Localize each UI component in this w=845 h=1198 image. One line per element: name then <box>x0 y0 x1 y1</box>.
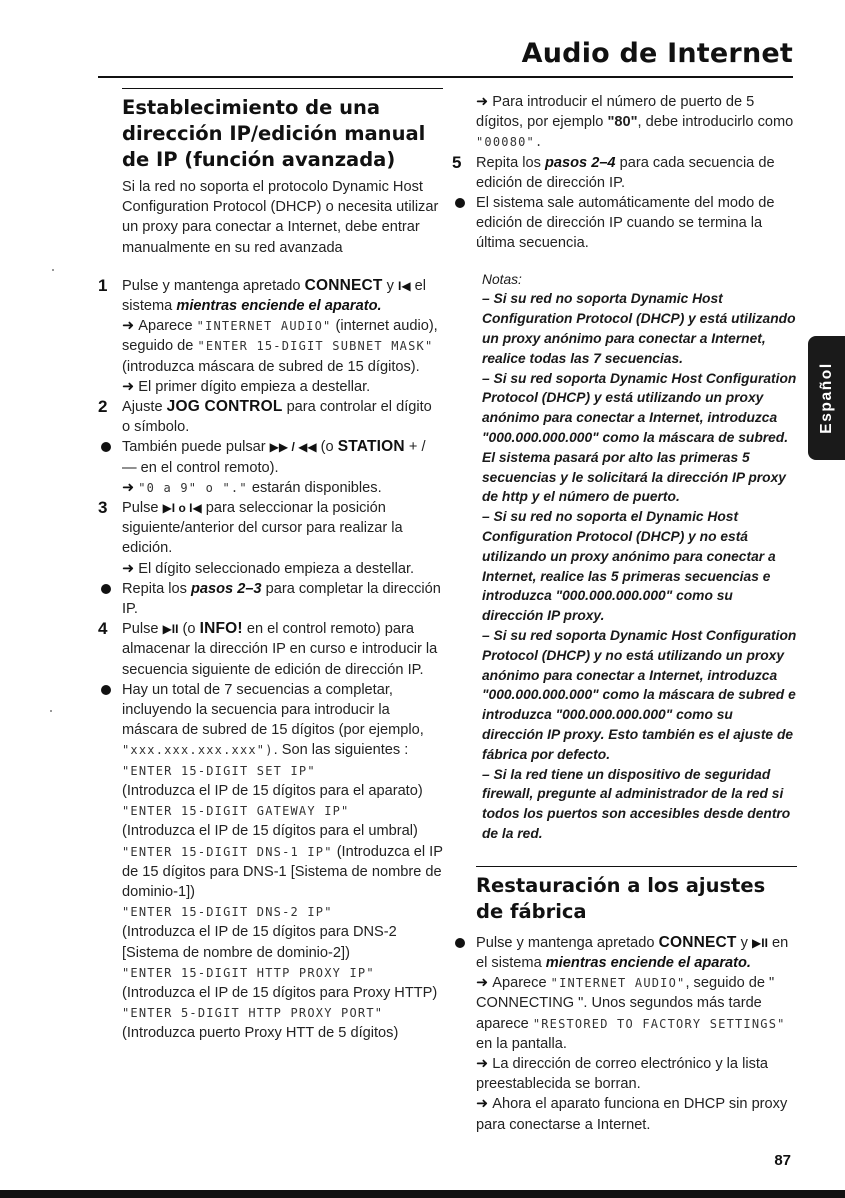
right-column <box>452 92 797 1135</box>
result-text: El dígito seleccionado empieza a destellar. <box>138 560 415 577</box>
bullet-text: El sistema sale automáticamente del modo de edición de dirección IP cuando se termina la última secuencia. <box>476 195 775 252</box>
display-text: "ENTER 15-DIGIT DNS-2 IP" <box>122 905 333 920</box>
display-text: "ENTER 15-DIGIT SUBNET MASK" <box>197 339 434 354</box>
step-4 <box>98 619 443 680</box>
step-text: Ajuste <box>122 399 163 416</box>
result-text: Aparece <box>138 318 193 335</box>
step-number: 5 <box>452 152 462 172</box>
step-text: Pulse <box>122 500 159 517</box>
bullet-text: y <box>740 934 748 951</box>
result-text: (internet audio), seguido de <box>122 318 438 355</box>
sequence-desc: (Introduzca el IP de 15 dígitos para DNS-1 [Sistema de nombre de dominio-1]) <box>122 843 443 900</box>
arrow-icon: ➜ <box>476 975 489 992</box>
sequence-item <box>122 963 443 1003</box>
display-text: "RESTORED TO FACTORY SETTINGS" <box>532 1016 786 1031</box>
bullet-text: Pulse y mantenga apretado <box>476 934 655 951</box>
language-tab-label: Español <box>817 362 835 434</box>
step-text: Pulse <box>122 621 159 638</box>
bullet-item <box>452 933 797 1135</box>
bullet-text: También puede pulsar <box>122 439 266 456</box>
sequence-item <box>122 801 443 841</box>
bullet-emphasis: mientras enciende el aparato. <box>545 954 751 971</box>
prev-icon: I◀ <box>398 278 411 293</box>
step-number: 3 <box>98 498 108 518</box>
note-item: – Si la red tiene un dispositivo de seguridad firewall, pregunte al administrador de la red si todos los puertos son accesibles desde dentro de la red. <box>482 766 791 841</box>
display-text: "0 a 9" o "." <box>138 480 248 495</box>
bullet-icon <box>101 442 111 452</box>
step-emphasis: pasos 2–4 <box>544 154 616 171</box>
step-2 <box>98 397 443 437</box>
step-text: para controlar el dígito o símbolo. <box>122 399 432 436</box>
result-text: en la pantalla. <box>476 1035 567 1052</box>
result-text: estarán disponibles. <box>251 479 382 496</box>
sequence-item <box>122 902 443 963</box>
display-text: "xxx.xxx.xxx.xxx") <box>122 743 274 758</box>
step-text: para cada secuencia de edición de dirección IP. <box>476 154 775 191</box>
bullet-icon <box>455 938 465 948</box>
result-text: El primer dígito empieza a destellar. <box>138 378 371 395</box>
result-text: Aparece <box>492 975 547 992</box>
bullet-text: Repita los <box>122 580 187 597</box>
language-tab <box>808 336 845 460</box>
note-item: – Si su red no soporta Dynamic Host Configuration Protocol (DHCP) y está utilizando un proxy anónimo para conectar a Internet, realice todas las 7 secuencias. <box>482 291 796 366</box>
margin-dot <box>52 269 54 271</box>
arrow-icon: ➜ <box>122 560 135 577</box>
connect-key: CONNECT <box>304 276 383 294</box>
arrow-icon: ➜ <box>122 378 135 395</box>
result-text: Para introducir el número de puerto de 5 dígitos, por ejemplo <box>476 94 755 131</box>
sequence-desc: (Introduzca puerto Proxy HTT de 5 dígitos) <box>122 1025 399 1042</box>
step-text: para seleccionar la posición siguiente/anterior del cursor para realizar la edición. <box>122 500 403 557</box>
intro-paragraph: Si la red no soporta el protocolo Dynamic Host Configuration Protocol (DHCP) o necesita utilizar un proxy para conectar a Internet, debe entrar manualmente en su red avanzada <box>122 179 439 256</box>
sequence-desc: (Introduzca el IP de 15 dígitos para el aparato) <box>122 782 423 799</box>
step-number: 1 <box>98 275 108 295</box>
port-example: "80" <box>607 114 638 131</box>
bottom-bar <box>0 1190 845 1198</box>
result-line <box>122 316 443 377</box>
bullet-item <box>98 680 443 761</box>
margin-dot <box>50 710 52 712</box>
bullet-item <box>98 437 443 498</box>
next-prev-icons: ▶I o I◀ <box>162 501 202 516</box>
display-text: "ENTER 5-DIGIT HTTP PROXY PORT" <box>122 1006 384 1021</box>
result-text: (introduzca máscara de subred de 15 dígitos). <box>122 358 420 375</box>
bullet-text: + / — en el control remoto). <box>122 439 426 476</box>
step-number: 4 <box>98 619 108 639</box>
bullet-text: (o <box>320 439 334 456</box>
section-heading-reset: Restauración a los ajustes de fábrica <box>476 873 766 923</box>
play-pause-icon: ▶II <box>752 935 768 950</box>
display-text: "ENTER 15-DIGIT SET IP" <box>122 763 316 778</box>
step-text: Repita los <box>476 154 541 171</box>
skip-icons: ▶▶ / ◀◀ <box>269 440 317 455</box>
display-text: "ENTER 15-DIGIT HTTP PROXY IP" <box>122 965 375 980</box>
play-pause-icon: ▶II <box>162 622 179 637</box>
result-text: La dirección de correo electrónico y la lista preestablecida se borran. <box>476 1055 769 1093</box>
step-5 <box>452 153 797 193</box>
display-text: "ENTER 15-DIGIT GATEWAY IP" <box>122 804 350 819</box>
bullet-icon <box>101 685 111 695</box>
info-key: INFO! <box>199 620 243 638</box>
arrow-icon: ➜ <box>476 1055 489 1072</box>
arrow-icon: ➜ <box>122 318 135 335</box>
bullet-text: Hay un total de 7 secuencias a completar, incluyendo la secuencia para introducir la máscara de subred de 15 dígitos (por ejemplo, <box>122 681 424 739</box>
bullet-text: . Son las siguientes : <box>273 742 409 759</box>
title-rule <box>98 76 793 78</box>
arrow-icon: ➜ <box>476 1096 489 1113</box>
note-item: – Si su red soporta Dynamic Host Configuration Protocol (DHCP) y no está utilizando un proxy anónimo para conectar a Internet, introduzca "000.000.000.000" como la máscara de subred e introduzca "000.000.000.000" como su dirección IP proxy. Esto también es el ajuste de fábrica por defecto. <box>482 627 797 762</box>
result-text: , debe introducirlo como <box>637 114 794 131</box>
result-line <box>476 1054 797 1094</box>
note-item: – Si su red soporta Dynamic Host Configuration Protocol (DHCP) y está utilizando un proxy anónimo para conectar a Internet, introduzca "000.000.000.000" como la máscara de subred. El sistema pasará por alto las primeras 5 secuencias y le solicitará la dirección IP proxy de http y el número de puerto. <box>482 370 797 505</box>
bullet-icon <box>455 198 465 208</box>
notes-block <box>482 270 797 844</box>
sequence-desc: (Introduzca el IP de 15 dígitos para Proxy HTTP) <box>122 984 438 1001</box>
result-line <box>476 1094 797 1134</box>
sequence-desc: (Introduzca el IP de 15 dígitos para el umbral) <box>122 823 418 840</box>
result-line <box>476 973 797 1054</box>
section-heading-ip: Establecimiento de una dirección IP/edición manual de IP (función avanzada) <box>122 96 426 171</box>
result-line <box>476 92 797 153</box>
result-text: Ahora el aparato funciona en DHCP sin proxy para conectarse a Internet. <box>476 1096 788 1133</box>
left-column <box>98 88 443 1044</box>
step-3 <box>98 498 443 579</box>
station-key: STATION <box>337 438 405 456</box>
result-line <box>122 377 443 397</box>
display-text: "00080". <box>476 135 544 150</box>
result-text: , seguido de " CONNECTING ". Unos segundos más tarde aparece <box>476 975 775 1032</box>
arrow-icon: ➜ <box>476 94 489 110</box>
connect-key: CONNECT <box>658 933 737 951</box>
step-text: y <box>386 277 394 294</box>
page-title: Audio de Internet <box>521 38 793 69</box>
page-number: 87 <box>774 1152 791 1169</box>
result-line <box>122 559 443 579</box>
step-emphasis: mientras enciende el aparato. <box>176 298 382 315</box>
notes-label: Notas: <box>482 271 522 287</box>
bullet-text: para completar la dirección IP. <box>122 580 441 618</box>
step-text: (o <box>182 621 196 638</box>
result-line <box>122 478 443 498</box>
step-1 <box>98 276 443 397</box>
display-text: "ENTER 15-DIGIT DNS-1 IP" <box>122 844 333 859</box>
step-number: 2 <box>98 397 108 417</box>
bullet-emphasis: pasos 2–3 <box>190 580 262 597</box>
display-text: "INTERNET AUDIO" <box>196 319 332 334</box>
sequence-list <box>122 761 443 1044</box>
section-rule <box>122 88 443 89</box>
step-text: Pulse y mantenga apretado <box>122 277 301 294</box>
bullet-item <box>452 193 797 254</box>
display-text: "INTERNET AUDIO" <box>550 976 686 991</box>
step-text: en el control remoto) para almacenar la dirección IP en curso e introducir la secuencia siguiente de edición de dirección IP. <box>122 621 438 678</box>
note-item: – Si su red no soporta el Dynamic Host Configuration Protocol (DHCP) y no está utilizando un proxy anónimo para conectar a Internet, realice las 5 primeras secuencias e introduzca "000.000.000.000" como su dirección IP proxy. <box>482 509 776 624</box>
bullet-text: en el sistema <box>476 934 789 971</box>
arrow-icon: ➜ <box>122 479 135 496</box>
sequence-item <box>122 761 443 801</box>
section-rule <box>476 866 797 867</box>
jog-control-key: JOG CONTROL <box>166 398 283 416</box>
step-text: el sistema <box>122 277 427 315</box>
bullet-item <box>98 579 443 619</box>
sequence-item <box>122 1003 443 1043</box>
sequence-item <box>122 842 443 903</box>
bullet-icon <box>101 584 111 594</box>
sequence-desc: (Introduzca el IP de 15 dígitos para DNS-2 [Sistema de nombre de dominio-2]) <box>122 924 397 961</box>
